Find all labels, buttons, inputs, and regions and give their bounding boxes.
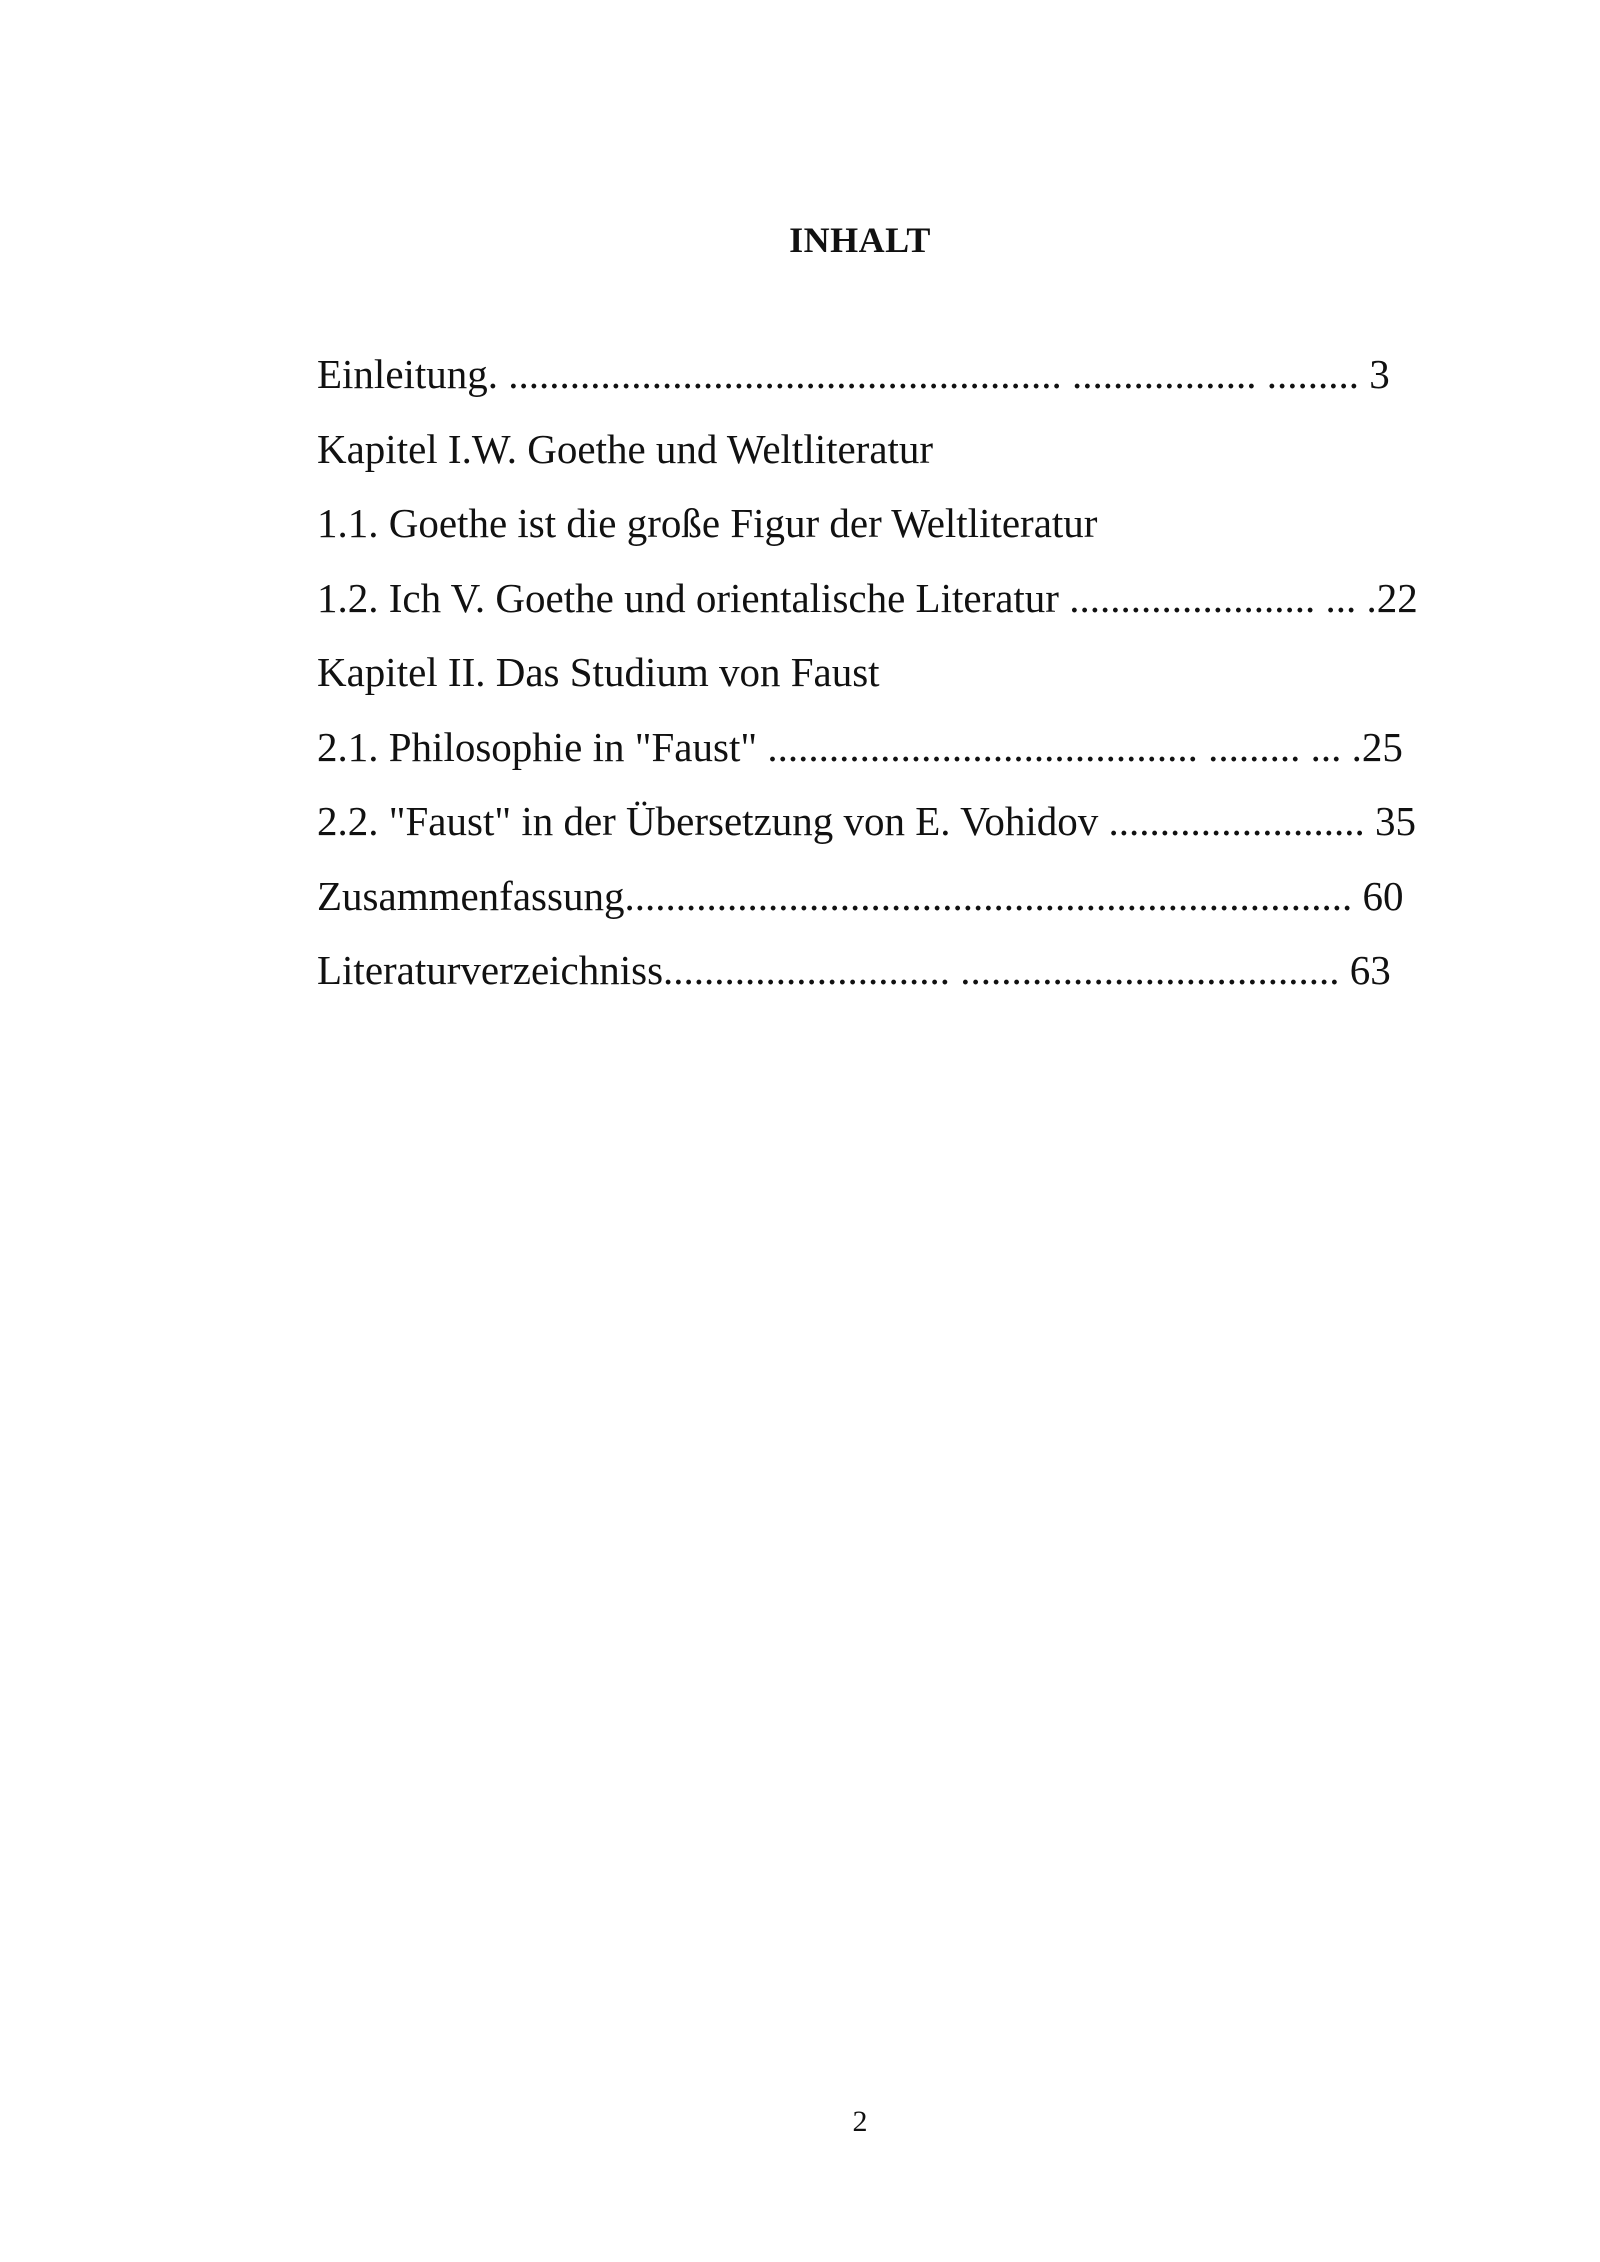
toc-entry-literaturverzeichniss: Literaturverzeichniss............................ ..................................... 63 xyxy=(317,947,1391,993)
toc-entry-1-1: 1.1. Goethe ist die große Figur der Weltliteratur xyxy=(317,500,1098,546)
toc-entry-kapitel-2: Kapitel II. Das Studium von Faust xyxy=(317,649,880,695)
toc-entry-einleitung: Einleitung. ...................................................... .................. ......... 3 xyxy=(317,351,1390,397)
toc-entry-zusammenfassung: Zusammenfassung....................................................................... 60 xyxy=(317,872,1404,919)
table-of-contents xyxy=(317,344,1497,1015)
page-number: 2 xyxy=(852,2105,868,2138)
toc-entry-2-1: 2.1. Philosophie in "Faust" .......................................... ......... ... .25 xyxy=(317,723,1403,770)
toc-entry-kapitel-1: Kapitel I.W. Goethe und Weltliteratur xyxy=(317,425,934,472)
page-title: INHALT xyxy=(789,220,931,260)
toc-entry-2-2: 2.2. "Faust" in der Übersetzung von E. Vohidov ......................... 35 xyxy=(317,798,1417,844)
toc-entry-1-2: 1.2. Ich V. Goethe und orientalische Literatur ........................ ... .22 xyxy=(317,574,1418,621)
